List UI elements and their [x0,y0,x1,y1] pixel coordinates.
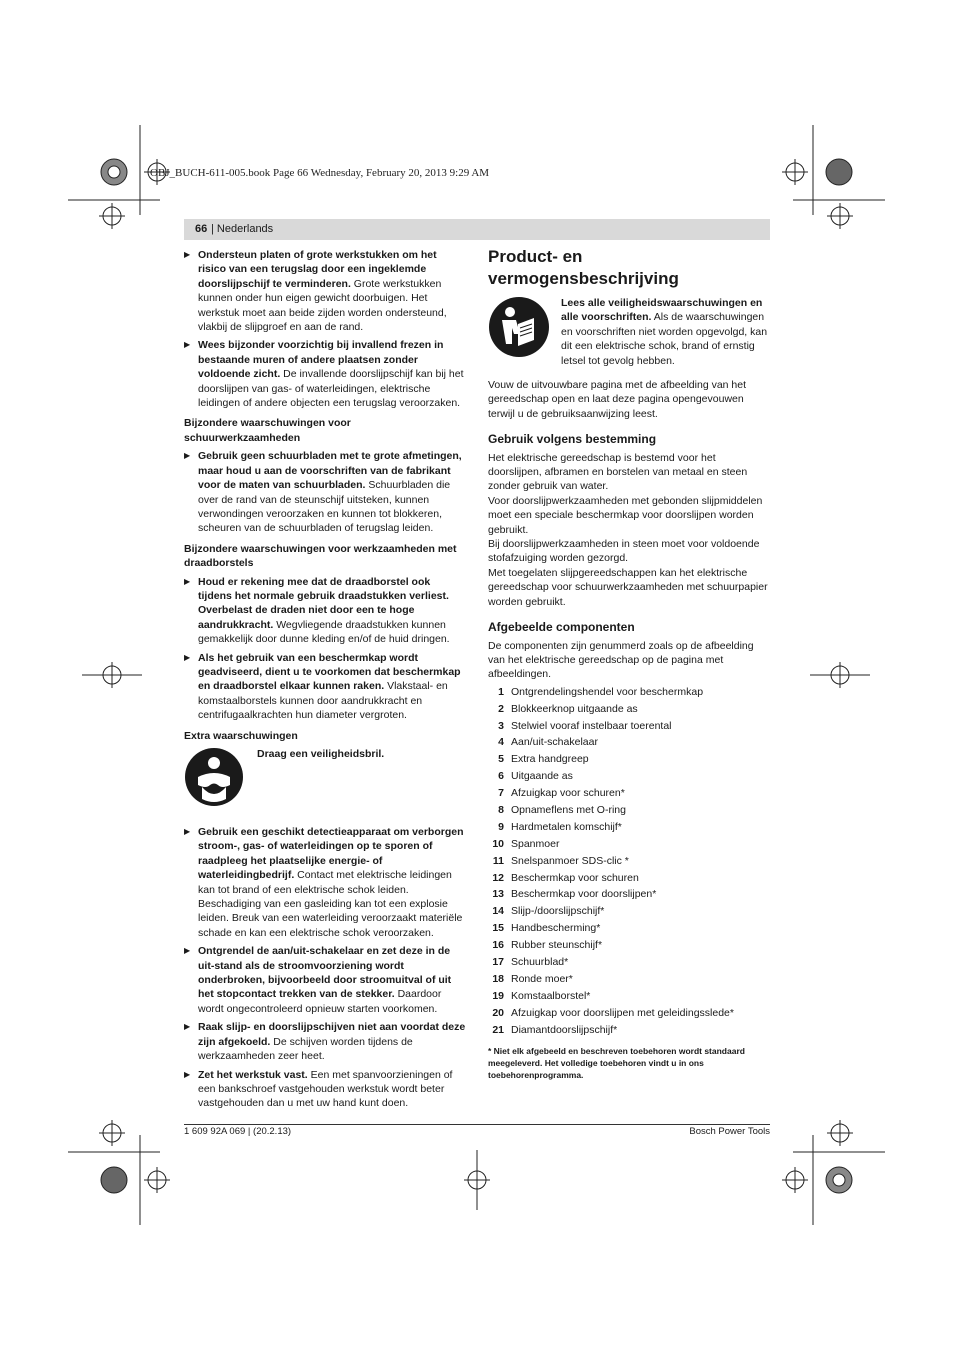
component-number: 2 [498,702,504,715]
component-number: 7 [498,787,504,800]
component-number: 15 [492,922,504,935]
paragraph: De componenten zijn genummerd zoals op de afbeelding van het elektrische gereedschap op de pagina met afbeeldingen. [488,639,754,681]
bullet-icon: ▶ [184,1022,191,1032]
component-label: Snelspanmoer SDS-clic * [511,854,629,867]
bullet-icon: ▶ [184,340,191,350]
paragraph: Voor doorslijpwerkzaamheden met gebonden slijpmiddelen moet een speciale beschermkap voor doorslijpen worden gebruikt. [488,494,763,536]
component-item [488,921,770,938]
component-number: 3 [498,719,504,732]
component-label: Afzuigkap voor schuren* [511,787,625,800]
component-item [488,769,770,786]
component-number: 1 [498,685,504,698]
footnote: * Niet elk afgebeeld en beschreven toebehoren wordt standaard meegeleverd. Het volledige toebehoren vindt u in ons toebehorenprogramma. [488,1046,745,1081]
component-item [488,786,770,803]
component-item [488,871,770,888]
component-item [488,938,770,955]
warning-item: ▶ Gebruik geen schuurbladen met te grote afmetingen, maar houd u aan de voorschriften van de fabrikant voor de maten van schuurbladen. Schuurbladen die over de rand van de steunschijf uitsteken, kunnen verwondingen veroorzaken en kunnen tot blokkeren, scheuren van de schuurbladen of terugslag leiden. [184,450,462,535]
bullet-icon: ▶ [184,1069,191,1079]
component-label: Diamantdoorslijpschijf* [511,1023,618,1036]
warning-item: ▶ Wees bijzonder voorzichtig bij invallend frezen in bestaande muren of andere plaatsen zonder voldoende zicht. De invallende doorslijpschijf kan bij het doorslijpen van gas- of waterleidingen, elektrische leidingen of andere objecten een terugslag veroorzaken. [184,339,464,410]
warning-item: ▶ Zet het werkstuk vast. Een met spanvoorzieningen of een bankschroef vastgehouden werkstuk wordt beter vastgehouden dan u met uw hand kunt doen. [184,1068,453,1110]
component-label: Slijp-/doorslijpschijf* [511,905,605,918]
component-label: Beschermkap voor schuren [511,871,639,884]
component-label: Spanmoer [511,837,560,850]
warning-item: ▶ Gebruik een geschikt detectieapparaat om verborgen stroom-, gas- of waterleidingen op te sporen of raadpleeg het plaatselijke energie- of waterleidingbedrijf. Contact met elektrische leidingen kan tot brand of een elektrische schok leiden. Beschadiging van een gasleiding kan tot een explosie leiden. Breuk van een waterleiding veroorzaakt materiële schade en kan een elektrische schok veroorzaken. [184,826,464,939]
component-number: 11 [492,854,504,867]
warning-item: ▶ Raak slijp- en doorslijpschijven niet aan voordat deze zijn afgekoeld. De schijven worden tijdens de werkzaamheden zeer heet. [184,1021,466,1063]
paragraph: Het elektrische gereedschap is bestemd voor het doorslijpen, afbramen en borstelen van metaal en steen zonder gebruik van water. [488,451,748,493]
bullet-icon: ▶ [184,652,191,662]
subheading-use: Gebruik volgens bestemming [488,432,657,447]
component-item [488,854,770,871]
warning-item: ▶ Houd er rekening mee dat de draadborstel ook tijdens het normale gebruik draadstukken verliest. Overbelast de draden niet door een te hoge aandrukkracht. Wegvliegende draadstukken kunnen gemakkelijk door dunne kleding en/of de huid dringen. [184,575,450,646]
component-item [488,887,770,904]
component-label: Opnameflens met O-ring [511,803,626,816]
component-item [488,955,770,972]
section-title: Product- en vermogensbeschrijving [488,247,679,288]
bullet-icon: ▶ [184,946,191,956]
goggles-text: Draag een veiligheidsbril. [257,748,385,760]
component-number: 12 [492,871,504,884]
bullet-icon: ▶ [184,451,191,461]
component-label: Uitgaande as [511,770,573,783]
component-label: Ontgrendelingshendel voor beschermkap [511,685,704,698]
footer-brand: Bosch Power Tools [689,1126,770,1137]
component-label: Afzuigkap voor doorslijpen met geleidingsslede* [511,1006,734,1019]
bullet-icon: ▶ [184,827,191,836]
component-label: Stelwiel vooraf instelbaar toerental [511,719,672,732]
component-list [488,685,770,1040]
component-item [488,820,770,837]
component-item [488,702,770,719]
footer-doc-id: 1 609 92A 069 | (20.2.13) [184,1126,292,1137]
component-label: Rubber steunschijf* [511,939,603,952]
intro-paragraph: Vouw de uitvouwbare pagina met de afbeelding van het gereedschap open en laat deze pagina opengevouwen terwijl u de gebruiksaanwijzing leest. [488,379,747,420]
component-number: 6 [498,770,504,783]
warning-item: ▶ Ontgrendel de aan/uit-schakelaar en zet deze in de uit-stand als de stroomvoorziening wordt onderbroken, bijvoorbeeld door stroomuitval of uit het stopcontact trekken van de stekker. Daardoor wordt ongecontroleerd opnieuw starten voorkomen. [184,945,452,1015]
component-number: 5 [498,753,504,766]
component-number: 13 [492,888,504,901]
component-item [488,685,770,702]
component-number: 21 [492,1023,504,1036]
left-column [184,248,466,1115]
component-number: 20 [492,1006,504,1019]
warning-item: ▶ Ondersteun platen of grote werkstukken om het risico van een terugslag door een ingeklemde doorslijpschijf te verminderen. Grote werkstukken kunnen onder hun eigen gewicht doorbuigen. Het werkstuk moet aan beide zijden worden ondersteund, vlakbij de slijpgroef en aan de rand. [184,249,447,334]
paragraph: Met toegelaten slijpgereedschappen kan het elektrische gereedschap voor schuurwerkzaamheden met schuurpapier worden gebruikt. [488,566,768,608]
footer-rule [184,1124,770,1125]
component-item [488,1006,770,1023]
component-label: Extra handgreep [511,753,589,766]
component-number: 4 [498,736,504,749]
component-label: Schuurblad* [511,955,569,968]
component-item [488,989,770,1006]
component-number: 16 [492,939,504,952]
read-manual-icon [488,296,550,358]
goggles-row [184,747,466,813]
safety-goggles-icon [184,747,244,807]
bullet-icon: ▶ [184,250,191,259]
component-item [488,752,770,769]
component-number: 14 [492,905,504,918]
page-header [184,219,770,240]
component-number: 17 [492,955,504,968]
component-number: 19 [492,989,504,1002]
page-number: 66 [195,223,208,235]
component-item [488,1023,770,1040]
component-number: 18 [492,972,504,985]
file-slug: OBJ_BUCH-611-005.book Page 66 Wednesday, February 20, 2013 9:29 AM [150,167,490,179]
bullet-icon: ▶ [184,576,191,586]
component-label: Aan/uit-schakelaar [511,736,598,749]
component-label: Hardmetalen komschijf* [511,820,622,833]
component-label: Handbescherming* [511,922,601,935]
paragraph: Bij doorslijpwerkzaamheden in steen moet voor voldoende stofafzuiging worden gezorgd. [488,538,760,565]
component-number: 10 [492,837,504,850]
component-item [488,837,770,854]
section-heading: Bijzondere waarschuwingen voor werkzaamheden met draadborstels [184,542,457,570]
right-column [488,246,770,1081]
component-label: Blokkeerknop uitgaande as [511,702,638,715]
component-item [488,719,770,736]
component-number: 8 [498,803,504,816]
component-item [488,972,770,989]
section-heading: Extra waarschuwingen [184,729,298,742]
component-item [488,803,770,820]
section-heading: Bijzondere waarschuwingen voor schuurwerkzaamheden [184,417,351,444]
read-manual-text: Lees alle veiligheidswaarschuwingen en alle voorschriften. Als de waarschuwingen en voorschriften niet worden opgevolgd, kan dit een elektrische schok, brand of ernstig letsel tot gevolg hebben. [561,297,768,367]
component-number: 9 [498,820,504,833]
language-label: | Nederlands [211,223,274,235]
component-label: Beschermkap voor doorslijpen* [511,888,657,901]
component-label: Ronde moer* [511,972,573,985]
component-label: Komstaalborstel* [511,989,591,1002]
component-item [488,735,770,752]
read-manual-row [488,296,770,370]
subheading-components: Afgebeelde componenten [488,620,635,635]
warning-item: ▶ Als het gebruik van een beschermkap wordt geadviseerd, dient u te voorkomen dat beschermkap en draadborstel elkaar kunnen raken. Vlakstaal- en komstaalborstels kunnen door aandrukkracht en centrifugaalkrachten hun diameter vergroten. [184,651,461,722]
component-item [488,904,770,921]
